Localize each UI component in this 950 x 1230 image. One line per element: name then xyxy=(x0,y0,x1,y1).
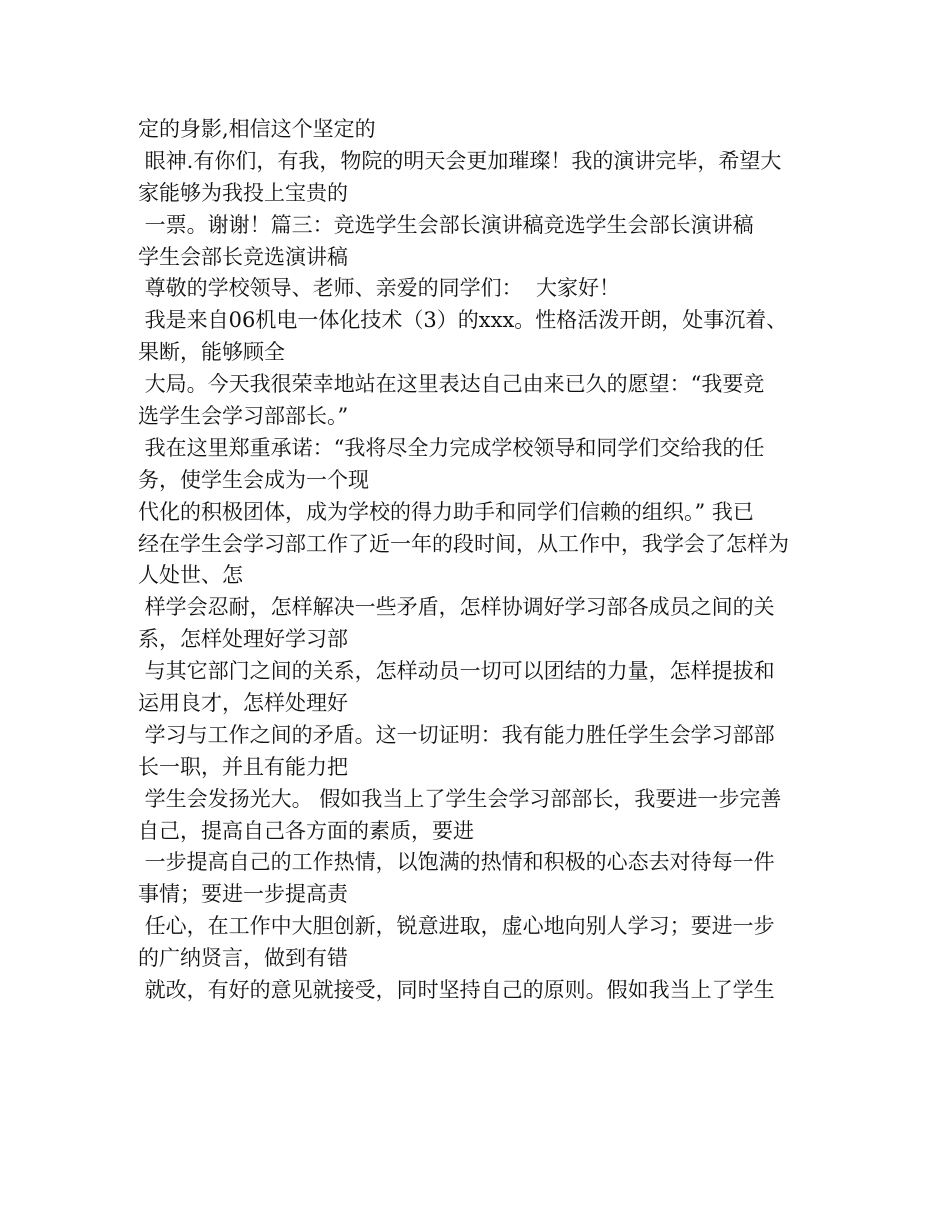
text-line: 定的身影,相信这个坚定的 xyxy=(138,117,376,141)
text-line: 的广纳贤言，做到有错 xyxy=(138,946,348,971)
text-line: 眼神.有你们，有我，物院的明天会更加璀璨！我的演讲完毕，希望大 xyxy=(138,148,782,173)
text-line: 人处世、怎 xyxy=(138,563,243,588)
text-line: 大局。今天我很荣幸地站在这里表达自己由来已久的愿望：“我要竞 xyxy=(138,372,765,397)
text-line: 样学会忍耐，怎样解决一些矛盾，怎样协调好学习部各成员之间的关 xyxy=(138,595,775,620)
text-line: 一票。谢谢！篇三：竞选学生会部长演讲稿竞选学生会部长演讲稿 xyxy=(138,212,754,237)
text-line: 任心，在工作中大胆创新，锐意进取，虚心地向别人学习；要进一步 xyxy=(138,914,775,939)
speech-text-body xyxy=(138,114,838,1007)
text-line: 家能够为我投上宝贵的 xyxy=(138,180,348,205)
text-line: 代化的积极团体，成为学校的得力助手和同学们信赖的组织。” 我已 xyxy=(138,499,754,524)
text-line: 尊敬的学校领导、老师、亲爱的同学们： 大家好！ xyxy=(138,276,621,301)
text-line: 与其它部门之间的关系，怎样动员一切可以团结的力量，怎样提拔和 xyxy=(138,659,775,684)
text-line: 学习与工作之间的矛盾。这一切证明：我有能力胜任学生会学习部部 xyxy=(138,722,775,747)
text-line: 我在这里郑重承诺：“我将尽全力完成学校领导和同学们交给我的任 xyxy=(138,435,765,460)
text-line: 果断，能够顾全 xyxy=(138,340,285,365)
text-line: 学生会部长竞选演讲稿 xyxy=(138,244,348,269)
text-line: 长一职，并且有能力把 xyxy=(138,754,348,779)
text-line: 就改，有好的意见就接受，同时坚持自己的原则。假如我当上了学生 xyxy=(138,978,775,1003)
text-line: 务，使学生会成为一个现 xyxy=(138,467,369,492)
text-line: 学生会发扬光大。 假如我当上了学生会学习部部长，我要进一步完善 xyxy=(138,786,782,811)
text-line: 事情；要进一步提高责 xyxy=(138,882,348,907)
text-line: 我是来自06机电一体化技术（3）的xxx。性格活泼开朗，处事沉着、 xyxy=(138,308,788,333)
text-line: 运用良才，怎样处理好 xyxy=(138,691,348,716)
text-line: 选学生会学习部部长。” xyxy=(138,404,349,429)
text-line: 一步提高自己的工作热情，以饱满的热情和积极的心态去对待每一件 xyxy=(138,850,775,875)
text-line: 自己，提高自己各方面的素质，要进 xyxy=(138,818,474,843)
text-line: 经在学生会学习部工作了近一年的段时间，从工作中，我学会了怎样为 xyxy=(138,531,789,556)
text-line: 系，怎样处理好学习部 xyxy=(138,627,348,652)
